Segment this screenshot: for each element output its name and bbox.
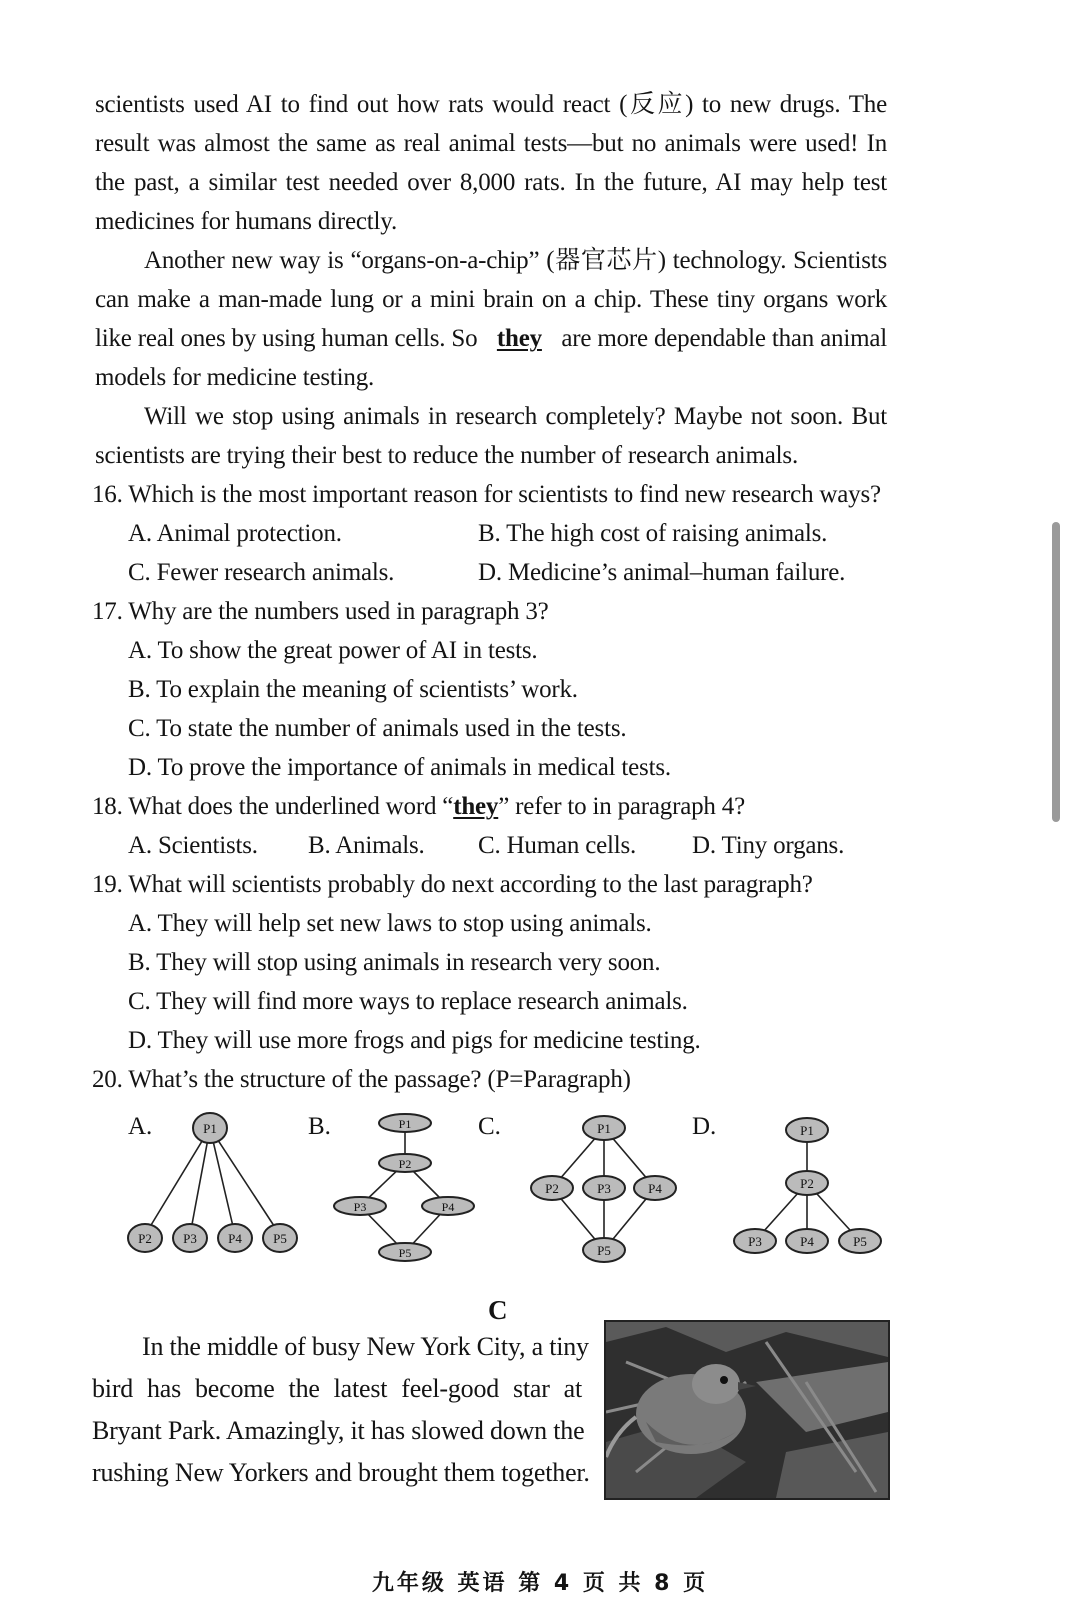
- node-label: P5: [398, 1246, 412, 1260]
- node-p1: [193, 1113, 227, 1143]
- diagram-c: [531, 1116, 676, 1262]
- q18-option-d: D. Tiny organs.: [692, 832, 845, 859]
- q20-option-d-label: D.: [692, 1113, 717, 1140]
- q19-option-a: A. They will help set new laws to stop using animals.: [128, 910, 652, 937]
- diagram-b: [334, 1114, 474, 1261]
- node-p4: [786, 1229, 828, 1253]
- q18-stem-text: 18. What does the underlined word “: [92, 793, 454, 820]
- q18-stem-text: ” refer to in paragraph 4?: [498, 793, 745, 820]
- question-19-stem: 19. What will scientists probably do next according to the last paragraph?: [92, 871, 813, 898]
- passage-line: In the middle of busy New York City, a tiny: [142, 1332, 589, 1361]
- q20-option-a-label: A.: [128, 1113, 153, 1140]
- node-p4: [422, 1197, 474, 1215]
- underlined-word-they: they: [496, 325, 542, 352]
- node-label: P5: [597, 1243, 611, 1258]
- node-label: P5: [273, 1231, 287, 1246]
- q19-option-c: C. They will find more ways to replace research animals.: [128, 988, 688, 1015]
- q18-option-a: A. Scientists.: [128, 832, 258, 859]
- node-p4: [218, 1224, 252, 1252]
- q16-option-b: B. The high cost of raising animals.: [478, 520, 828, 547]
- node-p2: [786, 1171, 828, 1195]
- q16-option-d: D. Medicine’s animal–human failure.: [478, 559, 846, 586]
- node-p2: [531, 1176, 573, 1200]
- node-p3: [173, 1224, 207, 1252]
- node-label: P4: [228, 1231, 242, 1246]
- diagram-d: [734, 1118, 881, 1253]
- passage-line: medicines for humans directly.: [95, 208, 398, 235]
- q18-option-b: B. Animals.: [308, 832, 425, 859]
- node-label: P2: [800, 1176, 814, 1191]
- node-label: P1: [398, 1117, 412, 1131]
- passage-line: scientists used AI to find out how rats would react (反应) to new drugs. The: [95, 91, 887, 118]
- q17-option-b: B. To explain the meaning of scientists’ work.: [128, 676, 578, 703]
- node-label: P2: [545, 1181, 559, 1196]
- bird-photo: [604, 1320, 890, 1500]
- q16-option-c: C. Fewer research animals.: [128, 559, 395, 586]
- question-16-stem: 16. Which is the most important reason for scientists to find new research ways?: [92, 481, 881, 508]
- q20-option-c-label: C.: [478, 1113, 501, 1140]
- passage-line: rushing New Yorkers and brought them together.: [92, 1458, 590, 1487]
- passage-text: like real ones by using human cells. So: [95, 325, 478, 352]
- node-label: P2: [398, 1157, 412, 1171]
- node-label: P1: [800, 1123, 814, 1138]
- q16-option-a: A. Animal protection.: [128, 520, 342, 547]
- node-p2: [379, 1154, 431, 1172]
- passage-line: result was almost the same as real animal tests—but no animals were used! In: [95, 130, 887, 157]
- passage-text: are more dependable than animal: [561, 325, 887, 352]
- node-p1: [786, 1118, 828, 1142]
- underlined-word-they: they: [453, 793, 499, 820]
- node-label: P3: [748, 1234, 762, 1249]
- question-20-stem: 20. What’s the structure of the passage? (P=Paragraph): [92, 1066, 631, 1093]
- passage-line: scientists are trying their best to reduce the number of research animals.: [95, 442, 798, 469]
- bird-photo-image: [606, 1322, 888, 1498]
- page-footer: 九年级 英语 第 4 页 共 8 页: [371, 1571, 709, 1596]
- node-label: P1: [597, 1121, 611, 1136]
- diagram-a: [128, 1113, 297, 1252]
- node-p3: [334, 1197, 386, 1215]
- q19-option-b: B. They will stop using animals in research very soon.: [128, 949, 661, 976]
- passage-line: the past, a similar test needed over 8,000 rats. In the future, AI may help test: [95, 169, 887, 196]
- node-p2: [128, 1224, 162, 1252]
- q20-option-b-label: B.: [308, 1113, 331, 1140]
- node-p5: [379, 1243, 431, 1261]
- node-label: P3: [597, 1181, 611, 1196]
- node-p5: [583, 1238, 625, 1262]
- node-p4: [634, 1176, 676, 1200]
- node-p1: [379, 1114, 431, 1132]
- passage-line: Bryant Park. Amazingly, it has slowed down the: [92, 1416, 585, 1445]
- q19-option-d: D. They will use more frogs and pigs for medicine testing.: [128, 1027, 701, 1054]
- node-label: P3: [353, 1200, 367, 1214]
- node-label: P4: [648, 1181, 662, 1196]
- node-p3: [583, 1176, 625, 1200]
- q17-option-c: C. To state the number of animals used in the tests.: [128, 715, 627, 742]
- node-label: P1: [203, 1121, 217, 1136]
- node-p3: [734, 1229, 776, 1253]
- passage-line: models for medicine testing.: [95, 364, 375, 391]
- q18-option-c: C. Human cells.: [478, 832, 637, 859]
- section-heading: C: [488, 1295, 508, 1325]
- node-label: P5: [853, 1234, 867, 1249]
- question-17-stem: 17. Why are the numbers used in paragraph 3?: [92, 598, 549, 625]
- page-scrollbar[interactable]: [1052, 522, 1060, 822]
- passage-line: bird has become the latest feel-good star at: [92, 1374, 582, 1403]
- passage-line: can make a man-made lung or a mini brain on a chip. These tiny organs work: [95, 286, 887, 313]
- passage-line: Will we stop using animals in research completely? Maybe not soon. But: [144, 403, 887, 430]
- node-label: P4: [800, 1234, 814, 1249]
- node-p5: [263, 1224, 297, 1252]
- q17-option-d: D. To prove the importance of animals in medical tests.: [128, 754, 671, 781]
- passage-line: Another new way is “organs-on-a-chip” (器官芯片) technology. Scientists: [144, 247, 887, 274]
- node-label: P3: [183, 1231, 197, 1246]
- node-p5: [839, 1229, 881, 1253]
- q17-option-a: A. To show the great power of AI in tests.: [128, 637, 538, 664]
- node-label: P4: [441, 1200, 455, 1214]
- node-label: P2: [138, 1231, 152, 1246]
- node-p1: [583, 1116, 625, 1140]
